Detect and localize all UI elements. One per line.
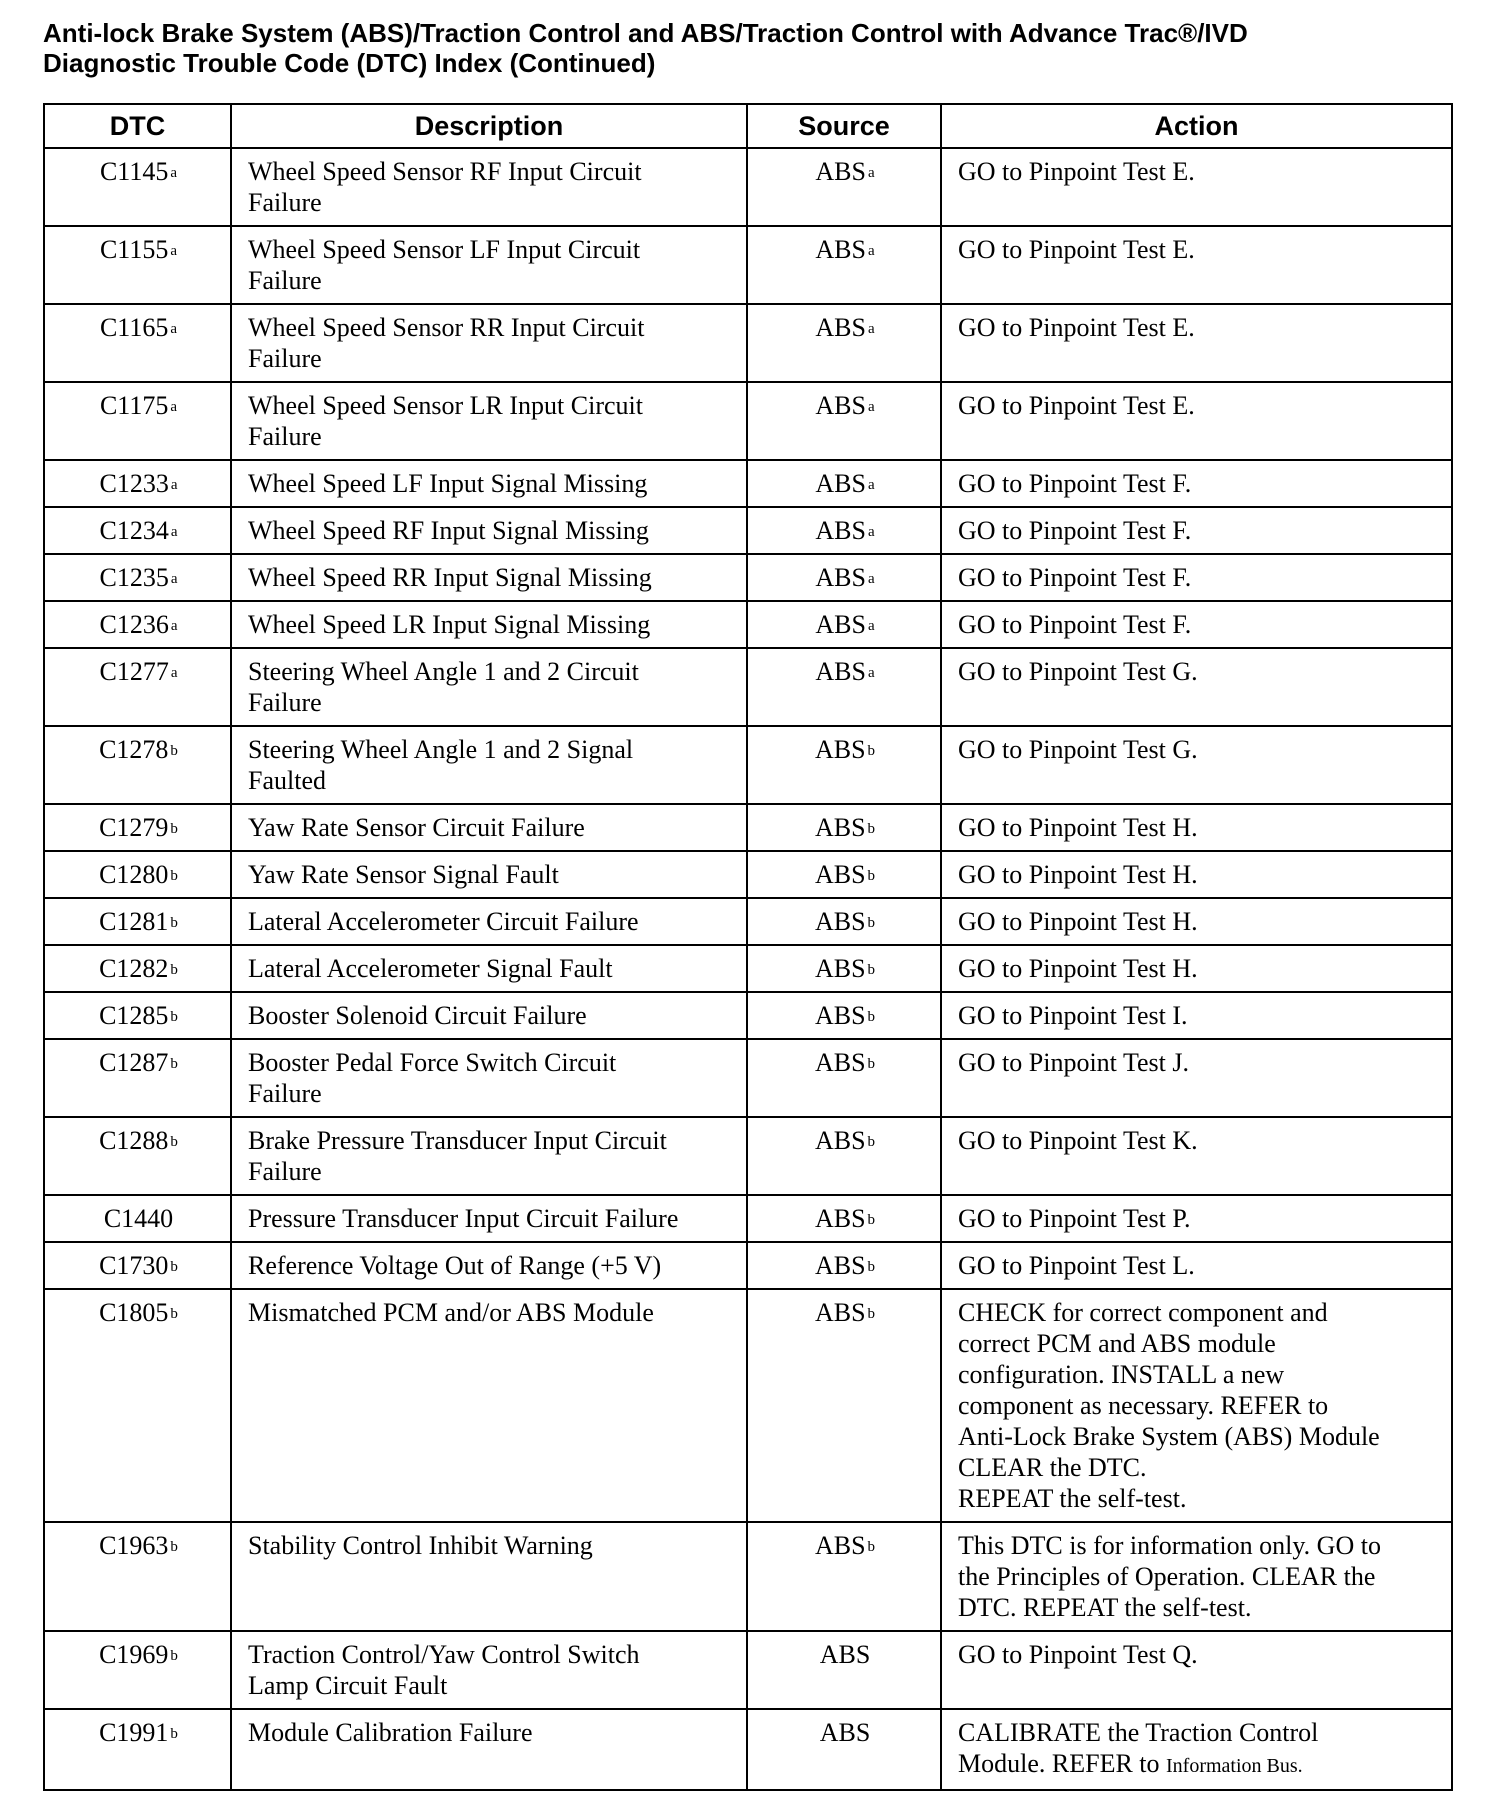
dtc-code-cell [44, 382, 231, 460]
source-value: ABS [815, 157, 866, 186]
dtc-code-cell [44, 1195, 231, 1242]
source-cell [747, 1117, 941, 1195]
action-cell [941, 898, 1452, 945]
source-footnote-marker: a [867, 321, 875, 337]
dtc-code-cell [44, 1289, 231, 1522]
source-footnote-marker: a [867, 571, 875, 587]
dtc-code-cell [44, 148, 231, 226]
source-footnote-marker: b [867, 962, 876, 978]
dtc-code-cell [44, 1522, 231, 1631]
source-value: ABS [815, 391, 866, 420]
reference-link-text: Information Bus. [1166, 1755, 1303, 1777]
description-line: Wheel Speed Sensor RR Input Circuit [248, 313, 645, 342]
action-cell [941, 601, 1452, 648]
source-footnote-marker: b [867, 1134, 876, 1150]
table-row [44, 804, 1452, 851]
dtc-footnote-marker: b [170, 1306, 178, 1322]
description-cell [231, 554, 747, 601]
table-row [44, 1117, 1452, 1195]
description-line: Module Calibration Failure [248, 1718, 533, 1747]
source-cell [747, 148, 941, 226]
description-line: Traction Control/Yaw Control Switch [248, 1640, 640, 1669]
source-footnote-marker: a [867, 477, 875, 493]
source-value: ABS [814, 1048, 866, 1077]
source-footnote-marker: a [867, 165, 875, 181]
dtc-code-cell [44, 898, 231, 945]
dtc-code: C1280 [99, 860, 169, 889]
page-title [43, 18, 1463, 78]
source-value: ABS [819, 1640, 871, 1669]
description-line: Failure [248, 1157, 322, 1186]
dtc-code: C1287 [99, 1048, 169, 1077]
source-cell [747, 1709, 941, 1790]
action-line: REPEAT the self-test. [958, 1484, 1187, 1513]
dtc-code-cell [44, 992, 231, 1039]
source-footnote-marker: b [867, 1056, 876, 1072]
table-row [44, 1195, 1452, 1242]
dtc-footnote-marker: a [170, 321, 178, 337]
dtc-footnote-marker: a [170, 477, 178, 493]
action-line: GO to Pinpoint Test E. [958, 391, 1195, 420]
source-cell [747, 1242, 941, 1289]
source-cell [747, 726, 941, 804]
action-cell [941, 992, 1452, 1039]
source-cell [747, 851, 941, 898]
description-line: Steering Wheel Angle 1 and 2 Signal [248, 735, 634, 764]
description-cell [231, 1195, 747, 1242]
table-row [44, 148, 1452, 226]
table-row [44, 1242, 1452, 1289]
dtc-code: C1145 [99, 157, 169, 186]
description-line: Reference Voltage Out of Range (+5 V) [248, 1251, 662, 1280]
description-cell [231, 1631, 747, 1709]
dtc-code: C1730 [99, 1251, 169, 1280]
dtc-code: C1233 [99, 469, 169, 498]
action-line [958, 1748, 1437, 1782]
action-line: the Principles of Operation. CLEAR the [958, 1562, 1376, 1591]
dtc-code: C1279 [99, 813, 169, 842]
source-cell [747, 1631, 941, 1709]
source-cell [747, 1289, 941, 1522]
title-line-1: Anti-lock Brake System (ABS)/Traction Control and ABS/Traction Control with Advance Trac®/IVD [43, 18, 1248, 48]
action-cell [941, 851, 1452, 898]
header-description: Description [231, 104, 747, 148]
description-line: Steering Wheel Angle 1 and 2 Circuit [248, 657, 639, 686]
table-row [44, 601, 1452, 648]
dtc-footnote-marker: b [170, 821, 178, 837]
dtc-footnote-marker: b [170, 1539, 178, 1555]
description-cell [231, 945, 747, 992]
description-line: Mismatched PCM and/or ABS Module [248, 1298, 654, 1327]
table-body [44, 148, 1452, 1790]
action-line: GO to Pinpoint Test F. [958, 469, 1192, 498]
dtc-code: C1277 [99, 657, 169, 686]
source-cell [747, 1039, 941, 1117]
action-line: GO to Pinpoint Test P. [958, 1204, 1191, 1233]
source-value: ABS [815, 235, 866, 264]
source-footnote-marker: a [867, 618, 875, 634]
source-value: ABS [815, 516, 866, 545]
description-cell [231, 507, 747, 554]
description-line: Lateral Accelerometer Circuit Failure [248, 907, 639, 936]
description-cell [231, 460, 747, 507]
dtc-code: C1963 [99, 1531, 169, 1560]
action-line: CHECK for correct component and [958, 1298, 1328, 1327]
description-line: Lamp Circuit Fault [248, 1671, 448, 1700]
dtc-footnote-marker: b [170, 1726, 178, 1742]
table-row [44, 992, 1452, 1039]
description-cell [231, 851, 747, 898]
source-cell [747, 507, 941, 554]
description-cell [231, 726, 747, 804]
description-cell [231, 1289, 747, 1522]
dtc-code: C1281 [99, 907, 169, 936]
source-footnote-marker: b [867, 1212, 876, 1228]
source-cell [747, 648, 941, 726]
description-line: Failure [248, 688, 322, 717]
action-line: GO to Pinpoint Test L. [958, 1251, 1195, 1280]
action-line: GO to Pinpoint Test F. [958, 610, 1192, 639]
action-line: correct PCM and ABS module [958, 1329, 1276, 1358]
description-line: Failure [248, 1079, 322, 1108]
dtc-code-cell [44, 507, 231, 554]
table-row [44, 554, 1452, 601]
dtc-footnote-marker: a [170, 399, 178, 415]
source-footnote-marker: b [867, 743, 876, 759]
table-row [44, 1289, 1452, 1522]
dtc-code-cell [44, 648, 231, 726]
action-cell [941, 460, 1452, 507]
description-cell [231, 226, 747, 304]
action-line: GO to Pinpoint Test E. [958, 313, 1195, 342]
description-cell [231, 1242, 747, 1289]
description-cell [231, 804, 747, 851]
action-line: CLEAR the DTC. [958, 1453, 1147, 1482]
source-footnote-marker: b [867, 915, 876, 931]
dtc-footnote-marker: b [170, 1009, 178, 1025]
source-value: ABS [814, 860, 866, 889]
dtc-footnote-marker: b [170, 1259, 178, 1275]
source-value: ABS [815, 469, 866, 498]
description-cell [231, 148, 747, 226]
action-line: GO to Pinpoint Test G. [958, 735, 1198, 764]
description-line: Wheel Speed Sensor RF Input Circuit [248, 157, 642, 186]
dtc-code: C1969 [99, 1640, 169, 1669]
source-cell [747, 992, 941, 1039]
table-row [44, 1522, 1452, 1631]
dtc-code-cell [44, 554, 231, 601]
source-value: ABS [814, 954, 866, 983]
action-line: configuration. INSTALL a new [958, 1360, 1285, 1389]
dtc-code: C1234 [99, 516, 169, 545]
action-cell [941, 382, 1452, 460]
table-row [44, 304, 1452, 382]
dtc-code-cell [44, 601, 231, 648]
source-cell [747, 804, 941, 851]
source-cell [747, 304, 941, 382]
action-cell [941, 1709, 1452, 1790]
table-row [44, 851, 1452, 898]
description-line: Failure [248, 188, 322, 217]
action-cell [941, 554, 1452, 601]
description-line: Wheel Speed LF Input Signal Missing [248, 469, 648, 498]
description-cell [231, 1709, 747, 1790]
source-value: ABS [815, 610, 866, 639]
source-value: ABS [814, 907, 866, 936]
description-line: Pressure Transducer Input Circuit Failure [248, 1204, 679, 1233]
dtc-code-cell [44, 1117, 231, 1195]
description-line: Booster Pedal Force Switch Circuit [248, 1048, 617, 1077]
source-value: ABS [814, 813, 866, 842]
description-cell [231, 601, 747, 648]
action-line: GO to Pinpoint Test G. [958, 657, 1198, 686]
description-line: Lateral Accelerometer Signal Fault [248, 954, 613, 983]
action-cell [941, 804, 1452, 851]
table-row [44, 507, 1452, 554]
source-footnote-marker: b [867, 868, 876, 884]
dtc-code: C1235 [99, 563, 169, 592]
action-line: GO to Pinpoint Test J. [958, 1048, 1190, 1077]
table-row [44, 226, 1452, 304]
action-cell [941, 304, 1452, 382]
action-line: GO to Pinpoint Test E. [958, 157, 1195, 186]
source-cell [747, 898, 941, 945]
action-line: GO to Pinpoint Test H. [958, 860, 1198, 889]
source-value: ABS [814, 1204, 866, 1233]
description-line: Faulted [248, 766, 326, 795]
action-line: GO to Pinpoint Test E. [958, 235, 1195, 264]
source-value: ABS [814, 1298, 866, 1327]
action-line: DTC. REPEAT the self-test. [958, 1593, 1252, 1622]
table-row [44, 726, 1452, 804]
dtc-footnote-marker: b [170, 1056, 178, 1072]
source-footnote-marker: b [867, 1259, 876, 1275]
dtc-code-cell [44, 304, 231, 382]
source-cell [747, 554, 941, 601]
source-footnote-marker: a [867, 665, 875, 681]
dtc-code-cell [44, 1631, 231, 1709]
description-cell [231, 992, 747, 1039]
dtc-footnote-marker: b [170, 915, 178, 931]
description-line: Stability Control Inhibit Warning [248, 1531, 593, 1560]
action-cell [941, 1039, 1452, 1117]
description-cell [231, 304, 747, 382]
dtc-footnote-marker: a [170, 165, 178, 181]
description-line: Wheel Speed Sensor LR Input Circuit [248, 391, 643, 420]
dtc-index-table [43, 103, 1453, 1791]
action-text: Module. REFER to [958, 1749, 1167, 1778]
description-cell [231, 648, 747, 726]
dtc-footnote-marker: b [170, 1134, 178, 1150]
dtc-code-cell [44, 1709, 231, 1790]
title-line-2: Diagnostic Trouble Code (DTC) Index (Continued) [43, 48, 656, 78]
source-value: ABS [814, 1001, 866, 1030]
dtc-code: C1155 [99, 235, 169, 264]
description-cell [231, 1039, 747, 1117]
dtc-code: C1165 [99, 313, 169, 342]
source-footnote-marker: b [867, 1306, 876, 1322]
action-line: GO to Pinpoint Test I. [958, 1001, 1188, 1030]
description-cell [231, 1522, 747, 1631]
description-line: Brake Pressure Transducer Input Circuit [248, 1126, 667, 1155]
action-cell [941, 507, 1452, 554]
action-cell [941, 945, 1452, 992]
dtc-code-cell [44, 1039, 231, 1117]
table-row [44, 1631, 1452, 1709]
source-cell [747, 382, 941, 460]
dtc-code-cell [44, 460, 231, 507]
dtc-footnote-marker: a [170, 524, 178, 540]
source-value: ABS [814, 1531, 866, 1560]
action-line: GO to Pinpoint Test H. [958, 907, 1198, 936]
table-header-row [44, 104, 1452, 148]
description-line: Wheel Speed RF Input Signal Missing [248, 516, 649, 545]
action-cell [941, 1242, 1452, 1289]
source-value: ABS [814, 1126, 866, 1155]
table-row [44, 945, 1452, 992]
description-line: Failure [248, 266, 322, 295]
source-cell [747, 1195, 941, 1242]
action-line: GO to Pinpoint Test F. [958, 516, 1192, 545]
action-line: GO to Pinpoint Test K. [958, 1126, 1198, 1155]
header-source: Source [747, 104, 941, 148]
source-value: ABS [815, 563, 866, 592]
description-line: Failure [248, 422, 322, 451]
source-value: ABS [814, 1251, 866, 1280]
dtc-code: C1175 [99, 391, 169, 420]
action-line: component as necessary. REFER to [958, 1391, 1329, 1420]
dtc-code-cell [44, 1242, 231, 1289]
action-line: GO to Pinpoint Test H. [958, 813, 1198, 842]
dtc-footnote-marker: a [170, 571, 178, 587]
source-cell [747, 1522, 941, 1631]
action-cell [941, 1631, 1452, 1709]
description-line: Booster Solenoid Circuit Failure [248, 1001, 587, 1030]
dtc-code: C1440 [103, 1204, 174, 1233]
dtc-code-cell [44, 226, 231, 304]
table-row [44, 898, 1452, 945]
action-cell [941, 226, 1452, 304]
action-line: CALIBRATE the Traction Control [958, 1718, 1319, 1747]
action-cell [941, 726, 1452, 804]
dtc-code: C1285 [99, 1001, 169, 1030]
header-dtc: DTC [44, 104, 231, 148]
table-row [44, 1709, 1452, 1790]
dtc-footnote-marker: a [170, 618, 178, 634]
action-cell [941, 1289, 1452, 1522]
source-footnote-marker: b [867, 1539, 876, 1555]
dtc-code: C1278 [99, 735, 169, 764]
header-action: Action [941, 104, 1452, 148]
action-cell [941, 1195, 1452, 1242]
source-cell [747, 460, 941, 507]
source-value: ABS [814, 735, 866, 764]
description-line: Yaw Rate Sensor Circuit Failure [248, 813, 585, 842]
table-row [44, 648, 1452, 726]
dtc-code: C1991 [99, 1718, 169, 1747]
table-row [44, 382, 1452, 460]
action-line: Anti-Lock Brake System (ABS) Module [958, 1422, 1380, 1451]
description-line: Wheel Speed Sensor LF Input Circuit [248, 235, 641, 264]
action-line: GO to Pinpoint Test H. [958, 954, 1198, 983]
description-line: Yaw Rate Sensor Signal Fault [248, 860, 559, 889]
dtc-code: C1236 [99, 610, 169, 639]
dtc-footnote-marker: b [170, 962, 178, 978]
source-cell [747, 226, 941, 304]
source-footnote-marker: b [867, 821, 876, 837]
action-cell [941, 1117, 1452, 1195]
dtc-footnote-marker: b [170, 743, 178, 759]
source-footnote-marker: a [867, 243, 875, 259]
dtc-footnote-marker: a [170, 665, 178, 681]
source-footnote-marker: a [867, 399, 875, 415]
description-cell [231, 382, 747, 460]
source-value: ABS [815, 657, 866, 686]
description-line: Failure [248, 344, 322, 373]
dtc-code: C1805 [99, 1298, 169, 1327]
dtc-footnote-marker: b [170, 868, 178, 884]
dtc-footnote-marker: b [170, 1648, 178, 1664]
dtc-code-cell [44, 804, 231, 851]
source-footnote-marker: a [867, 524, 875, 540]
dtc-footnote-marker: a [170, 243, 178, 259]
table-row [44, 460, 1452, 507]
source-cell [747, 601, 941, 648]
dtc-code-cell [44, 945, 231, 992]
dtc-code: C1282 [99, 954, 169, 983]
table-row [44, 1039, 1452, 1117]
description-line: Wheel Speed LR Input Signal Missing [248, 610, 651, 639]
source-footnote-marker: b [867, 1009, 876, 1025]
action-cell [941, 1522, 1452, 1631]
dtc-code-cell [44, 726, 231, 804]
source-value: ABS [815, 313, 866, 342]
action-cell [941, 148, 1452, 226]
description-line: Wheel Speed RR Input Signal Missing [248, 563, 652, 592]
action-line: This DTC is for information only. GO to [958, 1531, 1381, 1560]
dtc-code: C1288 [99, 1126, 169, 1155]
description-cell [231, 1117, 747, 1195]
source-value: ABS [819, 1718, 871, 1747]
description-cell [231, 898, 747, 945]
action-line: GO to Pinpoint Test Q. [958, 1640, 1198, 1669]
source-cell [747, 945, 941, 992]
action-cell [941, 648, 1452, 726]
dtc-code-cell [44, 851, 231, 898]
action-line: GO to Pinpoint Test F. [958, 563, 1192, 592]
